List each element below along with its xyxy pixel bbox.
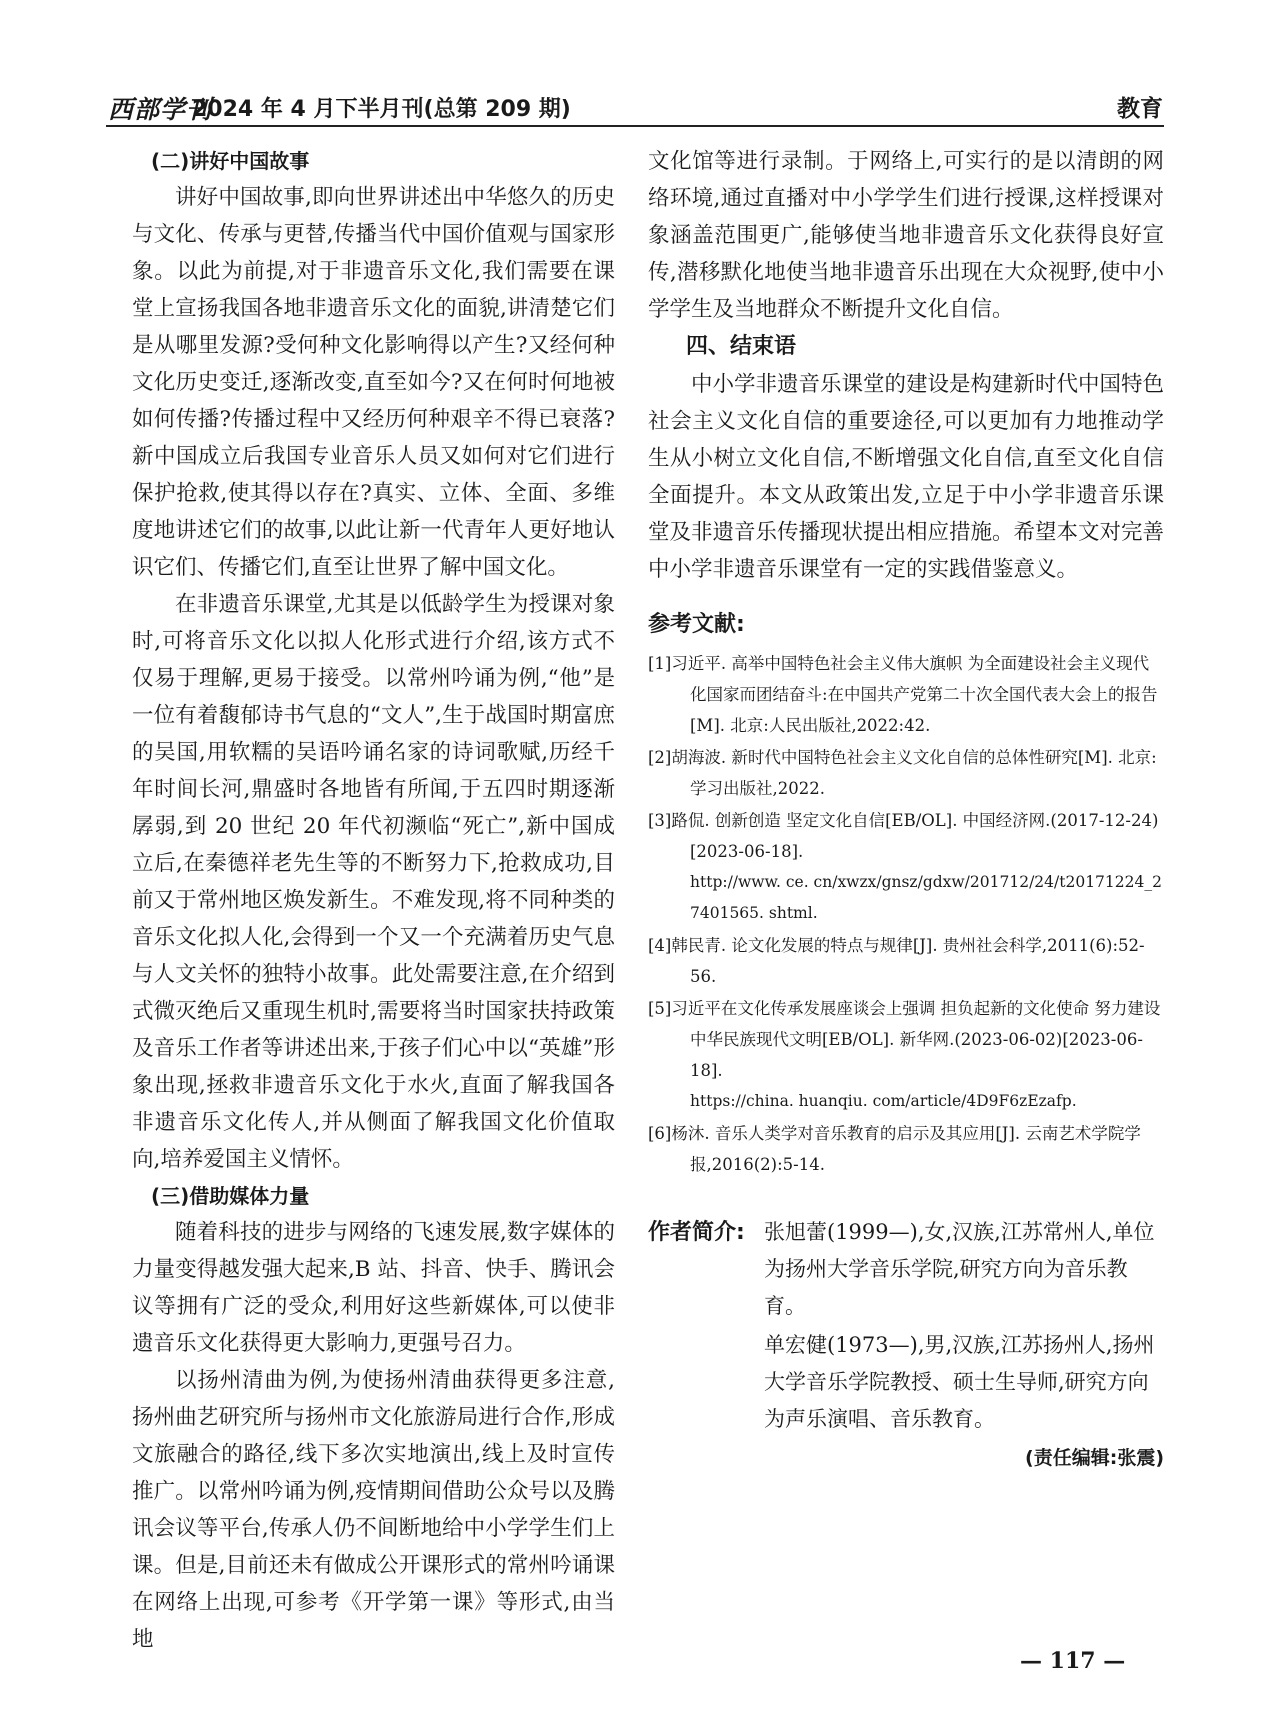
author-bio: 张旭蕾(1999—),女,汉族,江苏常州人,单位为扬州大学音乐学院,研究方向为音乐教育。 — [764, 1220, 1155, 1318]
author-label: 作者简介: — [648, 1220, 745, 1245]
right-column — [648, 143, 1164, 1477]
header-rule — [106, 125, 1164, 127]
page-header — [108, 86, 1163, 126]
issue-info: 2024 年 4 月下半月刊(总第 209 期) — [192, 97, 571, 122]
left-column — [132, 143, 615, 1658]
heading-media-power: (三)借助媒体力量 — [151, 1184, 310, 1208]
reference-item: [1]习近平. 高举中国特色社会主义伟大旗帜 为全面建设社会主义现代化国家而团结奋斗:在中国共产党第二十次全国代表大会上的报告[M]. 北京:人民出版社,2022:42. — [648, 654, 1158, 735]
reference-item: [6]杨沐. 音乐人类学对音乐教育的启示及其应用[J]. 云南艺术学院学报,2016(2):5-14. — [648, 1124, 1141, 1174]
reference-url: http://www. ce. cn/xwzx/gnsz/gdxw/201712/24/t20171224_27401565. shtml. — [690, 873, 1162, 922]
paragraph: 以扬州清曲为例,为使扬州清曲获得更多注意,扬州曲艺研究所与扬州市文化旅游局进行合作,形成文旅融合的路径,线下多次实地演出,线上及时宣传推广。以常州吟诵为例,疫情期间借助公众号以及腾讯会议等平台,传承人仍不间断地给中小学学生们上课。但是,目前还未有做成公开课形式的常州吟诵课在网络上出现,可参考《开学第一课》等形式,由当地 — [132, 1368, 615, 1652]
paragraph: 讲好中国故事,即向世界讲述出中华悠久的历史与文化、传承与更替,传播当代中国价值观与国家形象。以此为前提,对于非遗音乐文化,我们需要在课堂上宣扬我国各地非遗音乐文化的面貌,讲清楚它们是从哪里发源?受何种文化影响得以产生?又经何种文化历史变迁,逐渐改变,直至如今?又在何时何地被如何传播?传播过程中又经历何种艰辛不得已衰落?新中国成立后我国专业音乐人员又如何对它们进行保护抢救,使其得以存在?真实、立体、全面、多维度地讲述它们的故事,以此让新一代青年人更好地认识它们、传播它们,直至让世界了解中国文化。 — [132, 185, 615, 580]
page-number: — 117 — — [1020, 1648, 1126, 1674]
heading-tell-china-story: (二)讲好中国故事 — [151, 149, 310, 173]
author-bio: 单宏健(1973—),男,汉族,江苏扬州人,扬州大学音乐学院教授、硕士生导师,研究方向为声乐演唱、音乐教育。 — [764, 1333, 1155, 1431]
reference-url: https://china. huanqiu. com/article/4D9F6zEzafp. — [690, 1092, 1077, 1110]
responsible-editor: (责任编辑:张震) — [1025, 1447, 1164, 1469]
reference-item: [4]韩民青. 论文化发展的特点与规律[J]. 贵州社会科学,2011(6):52-56. — [648, 936, 1145, 986]
author-info — [648, 1214, 1164, 1438]
reference-item: [2]胡海波. 新时代中国特色社会主义文化自信的总体性研究[M]. 北京:学习出版社,2022. — [648, 748, 1157, 798]
journal-logo: 西部学刊 — [108, 95, 213, 124]
paragraph: 文化馆等进行录制。于网络上,可实行的是以清朗的网络环境,通过直播对中小学学生们进行授课,这样授课对象涵盖范围更广,能够使当地非遗音乐文化获得良好宣传,潜移默化地使当地非遗音乐出现在大众视野,使中小学学生及当地群众不断提升文化自信。 — [648, 149, 1164, 322]
paragraph: 中小学非遗音乐课堂的建设是构建新时代中国特色社会主义文化自信的重要途径,可以更加有力地推动学生从小树立文化自信,不断增强文化自信,直至文化自信全面提升。本文从政策出发,立足于中小学非遗音乐课堂及非遗音乐传播现状提出相应措施。希望本文对完善中小学非遗音乐课堂有一定的实践借鉴意义。 — [648, 372, 1165, 582]
paragraph: 随着科技的进步与网络的飞速发展,数字媒体的力量变得越发强大起来,B 站、抖音、快手、腾讯会议等拥有广泛的受众,利用好这些新媒体,可以使非遗音乐文化获得更大影响力,更强号召力。 — [132, 1220, 615, 1356]
references-list — [648, 648, 1164, 1180]
paragraph: 在非遗音乐课堂,尤其是以低龄学生为授课对象时,可将音乐文化以拟人化形式进行介绍,该方式不仅易于理解,更易于接受。以常州吟诵为例,“他”是一位有着馥郁诗书气息的“文人”,生于战国时期富庶的吴国,用软糯的吴语吟诵名家的诗词歌赋,历经千年时间长河,鼎盛时各地皆有所闻,于五四时期逐渐孱弱,到 20 世纪 20 年代初濒临“死亡”,新中国成立后,在秦德祥老先生等的不断努力下,抢救成功,目前又于常州地区焕发新生。不难发现,将不同种类的音乐文化拟人化,会得到一个又一个充满着历史气息与人文关怀的独特小故事。此处需要注意,在介绍到式微灭绝后又重现生机时,需要将当时国家扶持政策及音乐工作者等讲述出来,于孩子们心中以“英雄”形象出现,拯救非遗音乐文化于水火,直面了解我国各非遗音乐文化传人,并从侧面了解我国文化价值取向,培养爱国主义情怀。 — [132, 592, 615, 1172]
section-name: 教育 — [1117, 96, 1163, 122]
references-title: 参考文献: — [648, 612, 745, 637]
reference-item: [5]习近平在文化传承发展座谈会上强调 担负起新的文化使命 努力建设中华民族现代文明[EB/OL]. 新华网.(2023-06-02)[2023-06-18]. https://china. huanqiu. com/article/4D9F6zEzafp. — [648, 993, 1164, 1117]
heading-conclusion: 四、结束语 — [686, 334, 797, 359]
reference-item: [3]路侃. 创新创造 坚定文化自信[EB/OL]. 中国经济网.(2017-12-24)[2023-06-18]. http://www. ce. cn/xwzx/gnsz/gdxw/201712/24/t20171224_27401565. shtml. — [648, 805, 1164, 929]
